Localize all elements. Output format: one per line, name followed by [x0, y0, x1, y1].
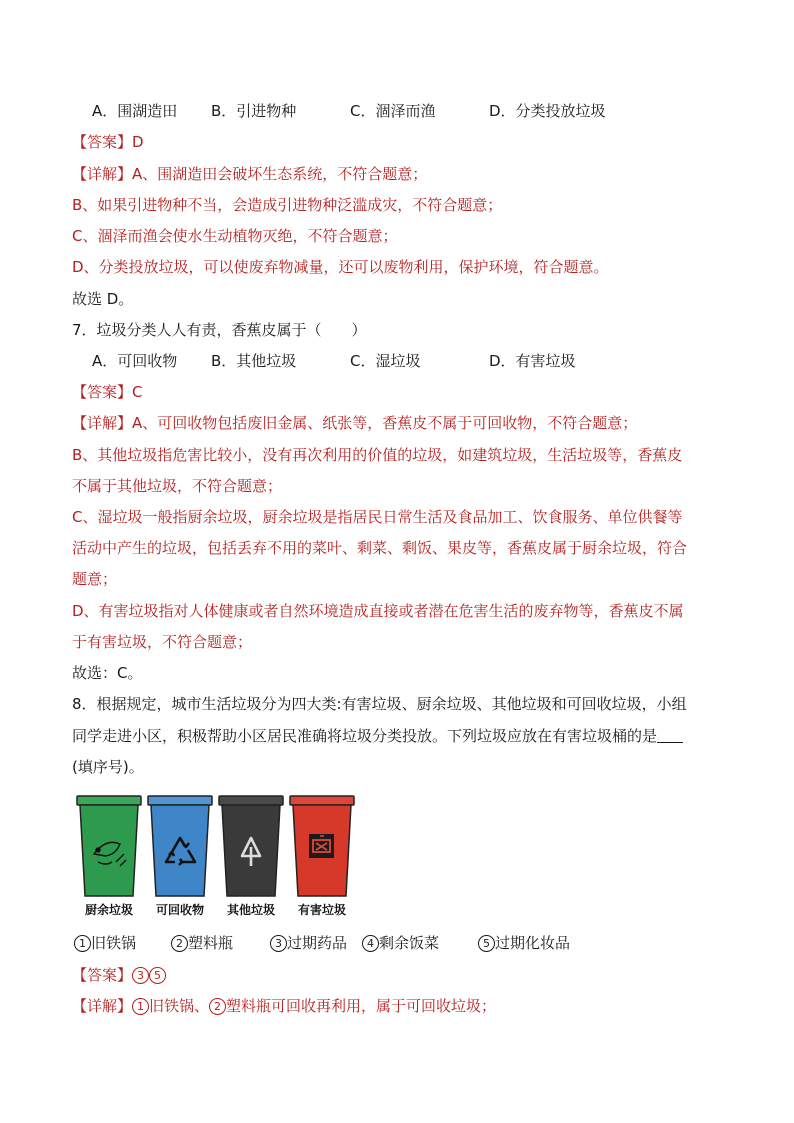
q7-option-a: A．可回收物: [92, 352, 178, 370]
bin-lid: [148, 796, 212, 805]
circled-number: 5: [478, 935, 495, 952]
q7-detail-line-2: B、其他垃圾指危害比较小，没有再次利用的价值的垃圾，如建筑垃圾，生活垃圾等，香蕉皮: [72, 446, 683, 464]
q6-option-b: B．引进物种: [211, 102, 297, 120]
waste-bins-illustration: [72, 792, 362, 920]
hazardous-waste-bin: [290, 796, 354, 896]
bin-label-recyclable: 可回收物: [155, 903, 205, 917]
q6-conclusion: 故选 D。: [72, 290, 134, 308]
kitchen-waste-bin: [77, 796, 141, 896]
q8-detail-text: 旧铁锅: [149, 997, 195, 1015]
q6-option-c: C．涸泽而渔: [350, 102, 436, 120]
q8-answer-num-1: 3: [132, 967, 149, 984]
circled-number: 4: [362, 935, 379, 952]
other-waste-bin: [219, 796, 283, 896]
q8-item-5: [478, 932, 570, 954]
q6-detail-line-2: B、如果引进物种不当，会造成引进物种泛滥成灾，不符合题意；: [72, 196, 503, 214]
recyclable-bin: [148, 796, 212, 896]
answer-label: 【答案】: [72, 966, 133, 984]
q8-detail-text: 塑料瓶可回收再利用，属于可回收垃圾；: [226, 997, 497, 1015]
answer-label: 【答案】: [72, 133, 133, 151]
q7-option-c: C．湿垃圾: [350, 352, 421, 370]
answer-blank: [657, 726, 683, 743]
q8-stem-text: 同学走进小区，积极帮助小区居民准确将垃圾分类投放。下列垃圾应放在有害垃圾桶的是: [72, 727, 658, 745]
q7-conclusion: 故选：C。: [72, 664, 143, 682]
answer-label: 【答案】: [72, 383, 133, 401]
q6-answer-value: D: [132, 133, 144, 151]
circled-number: 2: [171, 935, 188, 952]
circled-number: 1: [132, 998, 149, 1015]
q7-detail-line-8: 于有害垃圾，不符合题意；: [72, 633, 253, 651]
q6-detail-text: A、围湖造田会破坏生态系统，不符合题意；: [132, 165, 428, 183]
detail-label: 【详解】: [72, 165, 133, 183]
q8-item-2: [171, 932, 233, 954]
detail-label: 【详解】: [72, 997, 133, 1015]
q7-detail-line-5: 活动中产生的垃圾，包括丢弃不用的菜叶、剩菜、剩饭、果皮等，香蕉皮属于厨余垃圾，符合: [72, 539, 688, 557]
q6-detail-line-1: [72, 163, 427, 185]
q6-answer-line: [72, 131, 144, 153]
circled-number: 3: [270, 935, 287, 952]
q7-detail-line-4: C、湿垃圾一般指厨余垃圾，厨余垃圾是指居民日常生活及食品加工、饮食服务、单位供餐等: [72, 508, 683, 526]
q8-item-3: [270, 932, 347, 954]
q8-item-1: [74, 932, 136, 954]
q6-detail-line-3: C、涸泽而渔会使水生动植物灭绝，不符合题意；: [72, 227, 398, 245]
q7-detail-line-1: [72, 412, 637, 434]
bin-label-kitchen: 厨余垃圾: [84, 903, 134, 917]
q8-item-text: 过期药品: [287, 934, 348, 952]
q8-answer-num-2: 5: [149, 967, 166, 984]
q6-option-a: A．围湖造田: [92, 102, 178, 120]
q8-item-4: [362, 932, 439, 954]
q7-stem: 7．垃圾分类人人有责，香蕉皮属于（ ）: [72, 321, 367, 339]
detail-label: 【详解】: [72, 414, 133, 432]
bin-lid: [219, 796, 283, 805]
q8-stem-line-3: (填序号)。: [72, 758, 144, 776]
q7-detail-line-3: 不属于其他垃圾，不符合题意；: [72, 477, 283, 495]
q8-item-text: 过期化妆品: [495, 934, 571, 952]
bin-body: [151, 805, 209, 896]
bin-label-other: 其他垃圾: [226, 903, 276, 917]
q8-item-text: 塑料瓶: [188, 934, 234, 952]
q6-option-d: D．分类投放垃圾: [489, 102, 606, 120]
q7-detail-text: A、可回收物包括废旧金属、纸张等，香蕉皮不属于可回收物，不符合题意；: [132, 414, 638, 432]
q8-item-text: 旧铁锅: [91, 934, 137, 952]
q8-answer-line: [72, 964, 166, 986]
q7-option-d: D．有害垃圾: [489, 352, 576, 370]
bin-body: [80, 805, 138, 896]
q8-item-text: 剩余饭菜: [379, 934, 440, 952]
q7-detail-line-7: D、有害垃圾指对人体健康或者自然环境造成直接或者潜在危害生活的废弃物等，香蕉皮不属: [72, 602, 684, 620]
q8-stem-line-1: 8．根据规定，城市生活垃圾分为四大类:有害垃圾、厨余垃圾、其他垃圾和可回收垃圾，小组: [72, 695, 687, 713]
q7-option-b: B．其他垃圾: [211, 352, 297, 370]
hazard-icon: [309, 834, 334, 858]
q8-detail-line-1: [72, 995, 496, 1017]
q7-detail-line-6: 题意；: [72, 570, 118, 588]
q7-answer-line: [72, 381, 143, 403]
bin-lid: [77, 796, 141, 805]
circled-number: 2: [209, 998, 226, 1015]
q8-detail-sep: 、: [194, 997, 210, 1015]
q6-detail-line-4: D、分类投放垃圾，可以使废弃物减量，还可以废物利用，保护环境，符合题意。: [72, 258, 609, 276]
bin-label-hazardous: 有害垃圾: [297, 903, 347, 917]
bin-lid: [290, 796, 354, 805]
circled-number: 1: [74, 935, 91, 952]
q7-answer-value: C: [132, 383, 143, 401]
q8-stem-line-2: [72, 725, 683, 747]
